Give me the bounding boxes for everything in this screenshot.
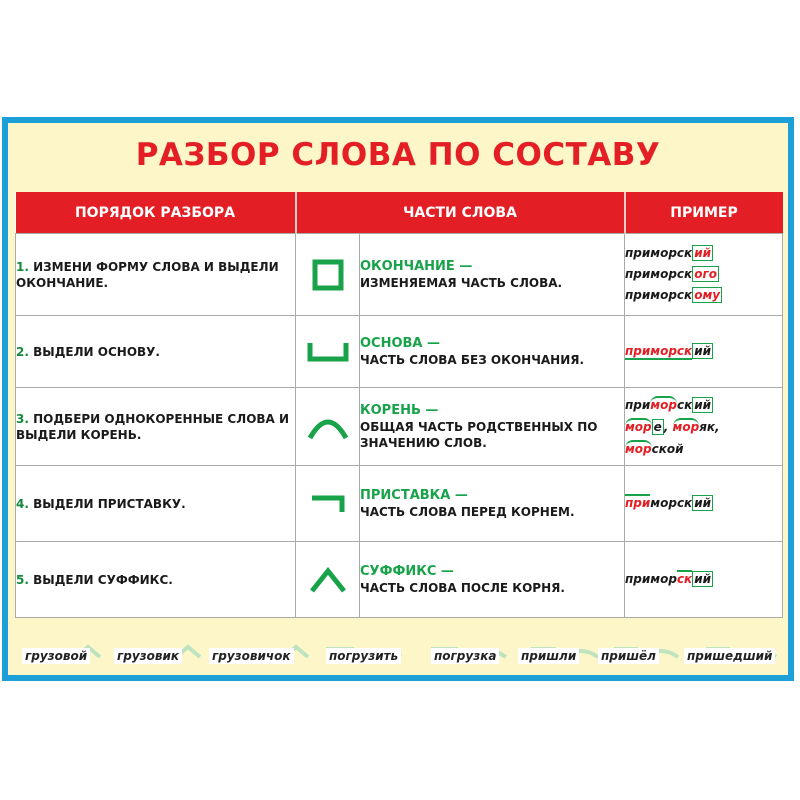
bottom-word: погрузка (431, 648, 499, 664)
example-cell (625, 234, 783, 316)
step-text: ВЫДЕЛИ ПРИСТАВКУ. (33, 496, 186, 511)
part-description: ОБЩАЯ ЧАСТЬ РОДСТВЕННЫХ ПО ЗНАЧЕНИЮ СЛОВ. (360, 419, 598, 450)
part-description: ЧАСТЬ СЛОВА БЕЗ ОКОНЧАНИЯ. (360, 352, 585, 367)
step-number: 2. (16, 344, 29, 359)
part-name: ОСНОВА — (360, 335, 441, 351)
header-example: ПРИМЕР (625, 192, 783, 234)
prefix-icon (296, 466, 360, 542)
part-description: ЧАСТЬ СЛОВА ПЕРЕД КОРНЕМ. (360, 504, 575, 519)
table-row (16, 316, 783, 388)
step-cell (16, 316, 296, 388)
bottom-word: грузовой (22, 648, 90, 664)
example-word: морской (625, 441, 684, 456)
step-number: 5. (16, 572, 29, 587)
root-icon (296, 388, 360, 466)
header-parts: ЧАСТИ СЛОВА (296, 192, 625, 234)
bottom-word: пришедший (684, 648, 775, 664)
example-word: мор е , моряк, (625, 419, 720, 434)
step-text: ВЫДЕЛИ СУФФИКС. (33, 572, 173, 587)
bottom-word: грузовичок (209, 648, 294, 664)
bottom-word: погрузить (326, 648, 401, 664)
part-cell (360, 542, 625, 618)
example-cell (625, 316, 783, 388)
part-name: КОРЕНЬ — (360, 402, 439, 418)
step-cell (16, 542, 296, 618)
bottom-word: пришли (518, 648, 579, 664)
page-title: РАЗБОР СЛОВА ПО СОСТАВУ (135, 137, 661, 173)
example-word: приморск ий (625, 246, 712, 260)
stem-icon (296, 316, 360, 388)
ending-icon (296, 234, 360, 316)
suffix-icon (296, 542, 360, 618)
table-row (16, 542, 783, 618)
part-cell (360, 466, 625, 542)
part-description: ИЗМЕНЯЕМАЯ ЧАСТЬ СЛОВА. (360, 275, 563, 290)
bottom-words-strip (16, 643, 786, 673)
morpheme-table (15, 192, 783, 618)
bottom-word: грузовик (114, 648, 182, 664)
example-cell (625, 466, 783, 542)
step-number: 3. (16, 411, 29, 426)
table-row (16, 466, 783, 542)
table-row (16, 234, 783, 316)
step-cell (16, 466, 296, 542)
step-cell (16, 234, 296, 316)
table-header-row (16, 192, 783, 234)
part-name: ПРИСТАВКА — (360, 487, 468, 503)
step-number: 1. (16, 259, 29, 274)
poster-body (8, 123, 788, 675)
poster-frame (2, 117, 794, 681)
example-cell (625, 388, 783, 466)
example-word: приморск ому (625, 288, 721, 302)
step-number: 4. (16, 496, 29, 511)
part-name: СУФФИКС — (360, 563, 454, 579)
header-order: ПОРЯДОК РАЗБОРА (16, 192, 296, 234)
bottom-word: пришёл (598, 648, 659, 664)
part-name: ОКОНЧАНИЕ — (360, 258, 473, 274)
example-word: приморск ий (625, 344, 712, 358)
step-cell (16, 388, 296, 466)
part-cell (360, 388, 625, 466)
example-word: приморск ий (625, 397, 712, 412)
step-text: ПОДБЕРИ ОДНОКОРЕННЫЕ СЛОВА И ВЫДЕЛИ КОРЕНЬ. (16, 411, 290, 442)
table-row (16, 388, 783, 466)
step-text: ИЗМЕНИ ФОРМУ СЛОВА И ВЫДЕЛИ ОКОНЧАНИЕ. (16, 259, 279, 290)
example-cell (625, 542, 783, 618)
part-cell (360, 316, 625, 388)
example-word: приморск ий (625, 496, 712, 510)
example-word: приморск ий (625, 572, 712, 586)
part-cell (360, 234, 625, 316)
step-text: ВЫДЕЛИ ОСНОВУ. (33, 344, 160, 359)
part-description: ЧАСТЬ СЛОВА ПОСЛЕ КОРНЯ. (360, 580, 565, 595)
example-word: приморск ого (625, 267, 717, 281)
